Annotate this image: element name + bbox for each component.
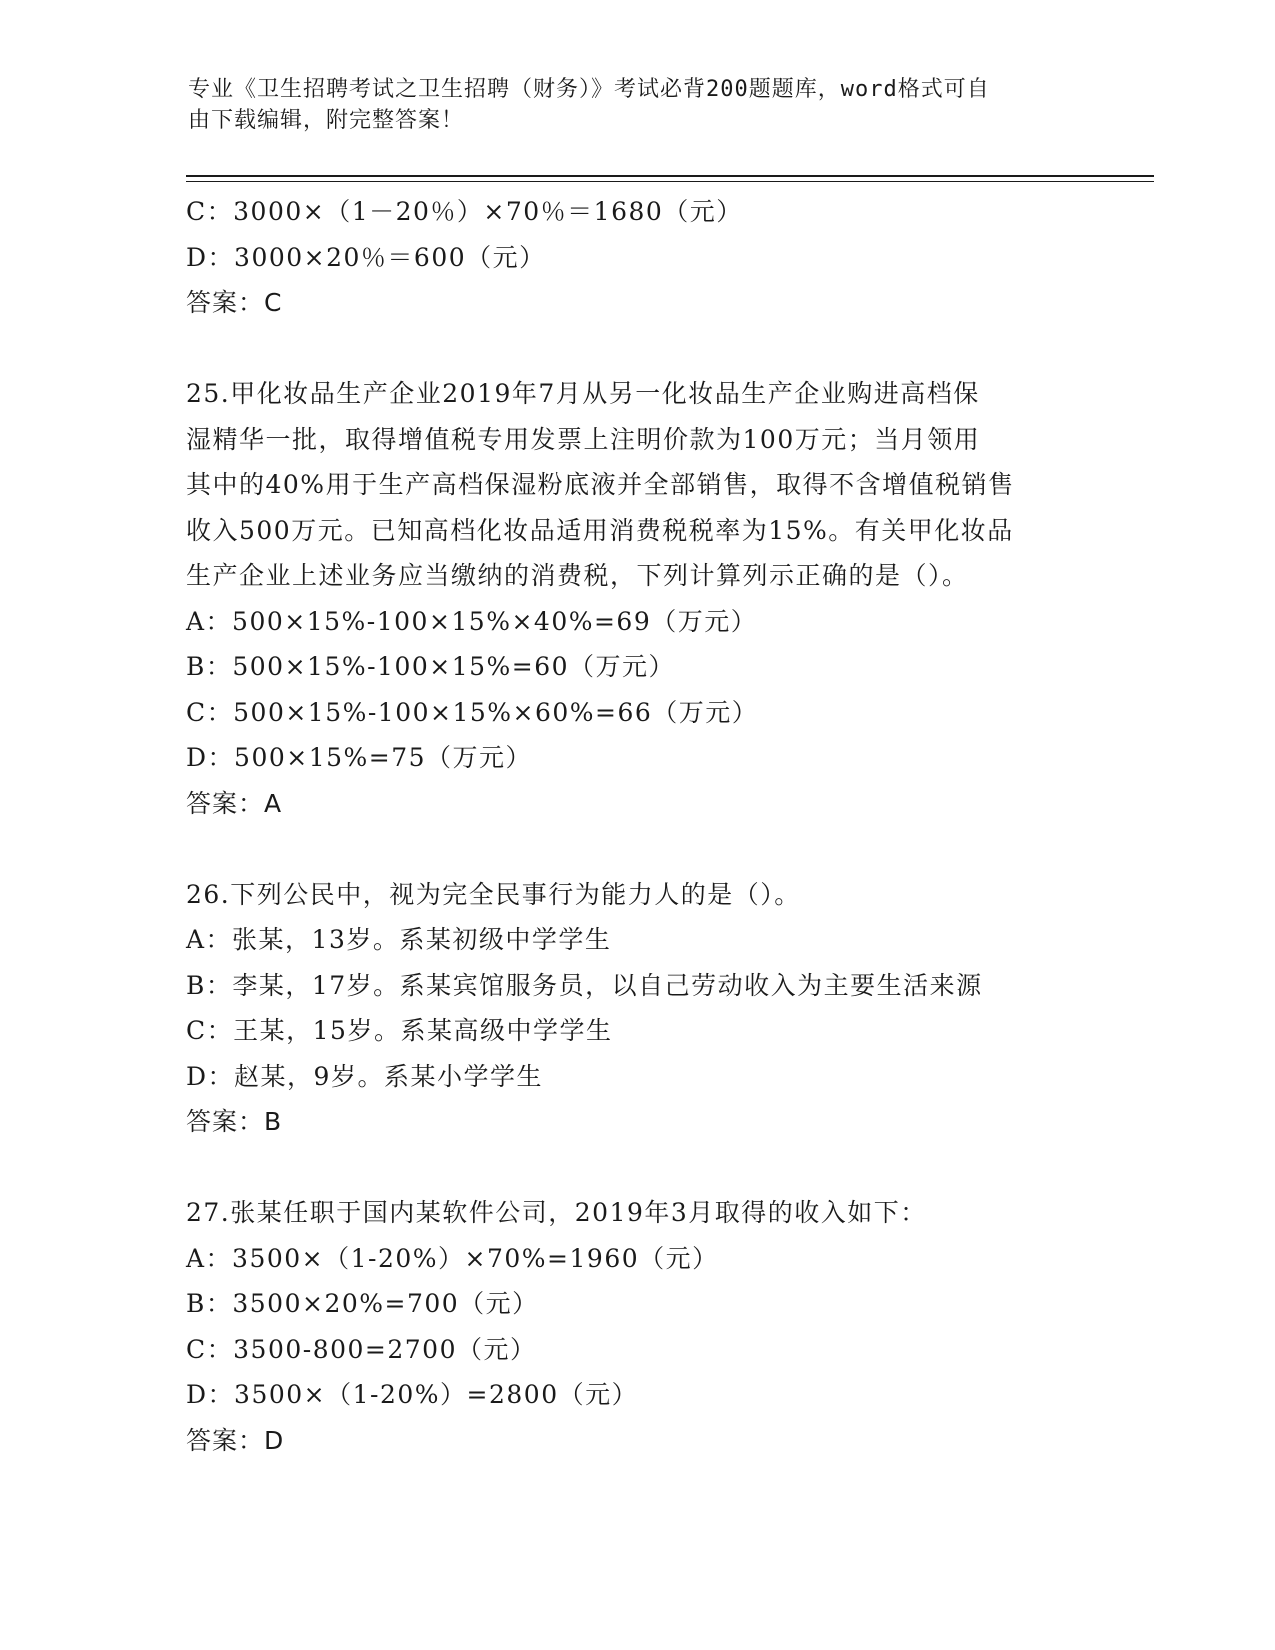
header-divider-thick xyxy=(186,175,1154,177)
spacer xyxy=(186,1145,1086,1191)
option-d: D：500×15%=75（万元） xyxy=(186,743,533,772)
option-d: D：3000×20％＝600（元） xyxy=(186,242,546,272)
option-a: A：3500×（1-20%）×70%=1960（元） xyxy=(186,1243,719,1273)
spacer xyxy=(186,826,1086,872)
header-line-2: 由下载编辑，附完整答案！ xyxy=(188,108,465,133)
answer-line: 答案：C xyxy=(186,288,283,317)
question-stem-line: 25.甲化妆品生产企业2019年7月从另一化妆品生产企业购进高档保 xyxy=(186,379,980,408)
option-c: C：王某，15岁。系某高级中学学生 xyxy=(186,1016,613,1045)
question-stem-line: 26.下列公民中，视为完全民事行为能力人的是（）。 xyxy=(186,879,801,909)
question-stem-line: 生产企业上述业务应当缴纳的消费税，下列计算列示正确的是（）。 xyxy=(186,561,969,590)
option-c: C：3500-800=2700（元） xyxy=(186,1334,537,1364)
question-stem-line: 收入500万元。已知高档化妆品适用消费税税率为15%。有关甲化妆品 xyxy=(186,515,1014,545)
question-stem-line: 27.张某任职于国内某软件公司，2019年3月取得的收入如下： xyxy=(186,1198,927,1227)
option-a: A：500×15%-100×15%×40%=69（万元） xyxy=(186,606,758,636)
header-divider-thin xyxy=(186,181,1154,182)
header-line-1: 专业《卫生招聘考试之卫生招聘（财务）》考试必背200题题库，word格式可自 xyxy=(188,77,990,102)
option-b: B：李某，17岁。系某宾馆服务员，以自己劳动收入为主要生活来源 xyxy=(186,970,983,1000)
question-stem-line: 其中的40%用于生产高档保湿粉底液并全部销售，取得不含增值税销售 xyxy=(186,470,1015,499)
option-c: C：500×15%-100×15%×60%=66（万元） xyxy=(186,697,759,727)
question-block-27 xyxy=(186,1190,1086,1463)
answer-line: 答案：B xyxy=(186,1107,283,1136)
answer-line: 答案：A xyxy=(186,788,283,818)
document-header xyxy=(188,74,1088,136)
question-block-26 xyxy=(186,872,1086,1145)
option-d: D：3500×（1-20%）=2800（元） xyxy=(186,1380,639,1409)
answer-line: 答案：D xyxy=(186,1425,285,1455)
spacer xyxy=(186,326,1086,372)
option-c: C：3000×（1－20％）×70％＝1680（元） xyxy=(186,197,743,226)
option-a: A：张某，13岁。系某初级中学学生 xyxy=(186,925,612,954)
option-b: B：500×15%-100×15%=60（万元） xyxy=(186,652,676,681)
question-block-24-tail xyxy=(186,189,1086,326)
option-d: D：赵某，9岁。系某小学学生 xyxy=(186,1061,543,1091)
question-list xyxy=(186,189,1086,1463)
question-block-25 xyxy=(186,371,1086,826)
question-stem-line: 湿精华一批，取得增值税专用发票上注明价款为100万元；当月领用 xyxy=(186,424,981,454)
option-b: B：3500×20%=700（元） xyxy=(186,1289,539,1318)
